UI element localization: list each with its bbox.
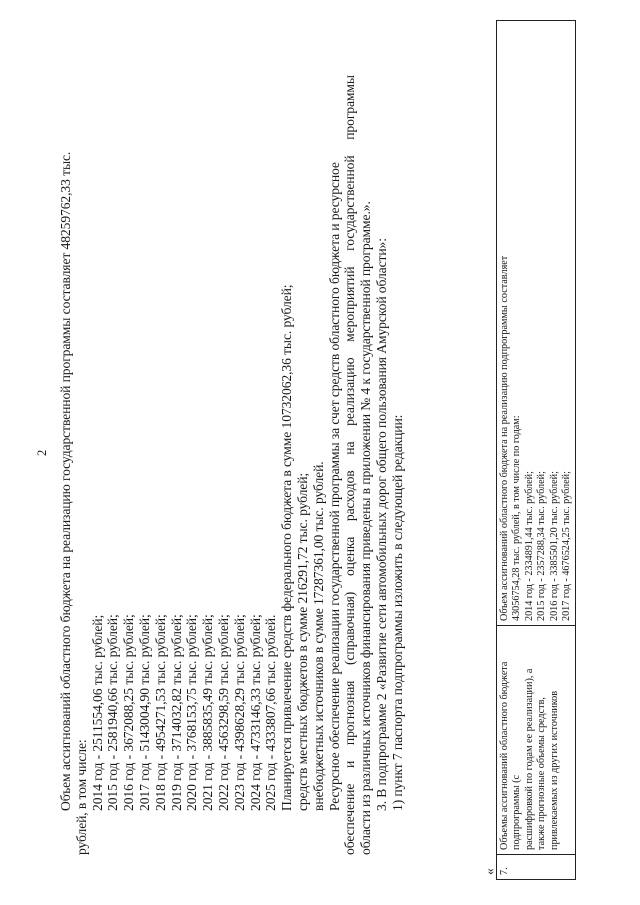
year-line: 2022 год - 4563298,59 тыс. рублей; xyxy=(215,614,231,811)
word: расходов xyxy=(342,470,358,522)
value-line: 2016 год - 3385501,20 тыс. рублей; xyxy=(548,471,560,621)
year-line: 2020 год - 3768153,75 тыс. рублей; xyxy=(184,614,200,811)
label-line: также прогнозные объемы средств, xyxy=(536,697,548,850)
row-label xyxy=(497,626,576,855)
year-line: 2016 год - 3672088,25 тыс. рублей; xyxy=(121,614,137,811)
year-line: 2025 год - 4333807,66 тыс. рублей. xyxy=(263,614,279,811)
word: обеспечение xyxy=(342,783,358,855)
year-line: 2018 год - 4954271,53 тыс. рублей; xyxy=(152,614,168,811)
word: оценка xyxy=(342,536,358,577)
year-line: 2015 год - 2581940,66 тыс. рублей; xyxy=(105,614,121,811)
word: и xyxy=(342,760,358,769)
row-values xyxy=(497,21,576,626)
resource-line: области из различных источников финансирования приведены в приложении № 4 к государственной программе.». xyxy=(358,201,374,855)
word: государственной xyxy=(342,155,358,251)
subprogram-heading: 3. В подпрограмме 2 «Развитие сети автомобильных дорог общего пользования Амурской области»: xyxy=(373,238,389,811)
row-number: 7. xyxy=(497,855,576,880)
page-number: 2 xyxy=(35,449,49,456)
resource-line-justified xyxy=(342,75,358,855)
value-line: 2017 год - 4676524,25 тыс. рублей; xyxy=(561,471,573,621)
year-line: 2017 год - 5143004,90 тыс. рублей; xyxy=(136,614,152,811)
yearly-budget-list xyxy=(90,75,280,855)
value-line: 43056754,28 тыс. рублей, в том числе по годам: xyxy=(511,415,523,621)
opening-quote: « xyxy=(482,868,497,875)
year-line: 2019 год - 3714032,82 тыс. рублей; xyxy=(168,614,184,811)
label-line: Объемы ассигнований областного бюджета xyxy=(499,661,510,850)
word: мероприятий xyxy=(342,266,358,342)
budget-total-line-cont: рублей, в том числе: xyxy=(73,739,89,855)
label-line: подпрограммы (с xyxy=(511,774,523,850)
word: (справочная) xyxy=(342,591,358,665)
label-line: привлекаемых из других источников xyxy=(548,690,560,850)
year-line: 2023 год - 4398628,29 тыс. рублей; xyxy=(231,614,247,811)
value-line: 2015 год - 2357288,34 тыс. рублей; xyxy=(536,471,548,621)
word: реализацию xyxy=(342,357,358,426)
passport-table xyxy=(496,20,576,880)
extrabudget-funds-line: внебюджетных источников в сумме 17287361,00 тыс. рублей. xyxy=(310,461,326,811)
federal-funds-line: Планируется привлечение средств федерального бюджета в сумме 10732062,36 тыс. рублей; xyxy=(279,284,295,811)
year-line: 2021 год - 3885835,49 тыс. рублей; xyxy=(200,614,216,811)
word: прогнозная xyxy=(342,680,358,746)
value-line: Объем ассигнований областного бюджета на реализацию подпрограммы составляет xyxy=(499,255,510,621)
budget-total-line: Объем ассигнований областного бюджета на реализацию государственной программы составляет 48259762,33 тыс. xyxy=(58,151,73,811)
word: программы xyxy=(342,75,358,140)
label-line: расшифровкой по годам ее реализации), а xyxy=(523,668,535,850)
passport-item-heading: 1) пункт 7 паспорта подпрограммы изложить в следующей редакции: xyxy=(389,414,405,811)
word: на xyxy=(342,441,358,455)
document-body xyxy=(58,75,406,855)
resource-line: Ресурсное обеспечение реализации государственной программы за счет средств областного бюджета и ресурсное xyxy=(326,162,342,811)
local-funds-line: средств местных бюджетов в сумме 216291,72 тыс. рублей; xyxy=(294,472,310,811)
value-line: 2014 год - 2334891,44 тыс. рублей; xyxy=(523,471,535,621)
table-row xyxy=(497,21,576,880)
year-line: 2024 год - 4733146,33 тыс. рублей; xyxy=(247,614,263,811)
year-line: 2014 год - 2511554,06 тыс. рублей; xyxy=(89,614,105,811)
